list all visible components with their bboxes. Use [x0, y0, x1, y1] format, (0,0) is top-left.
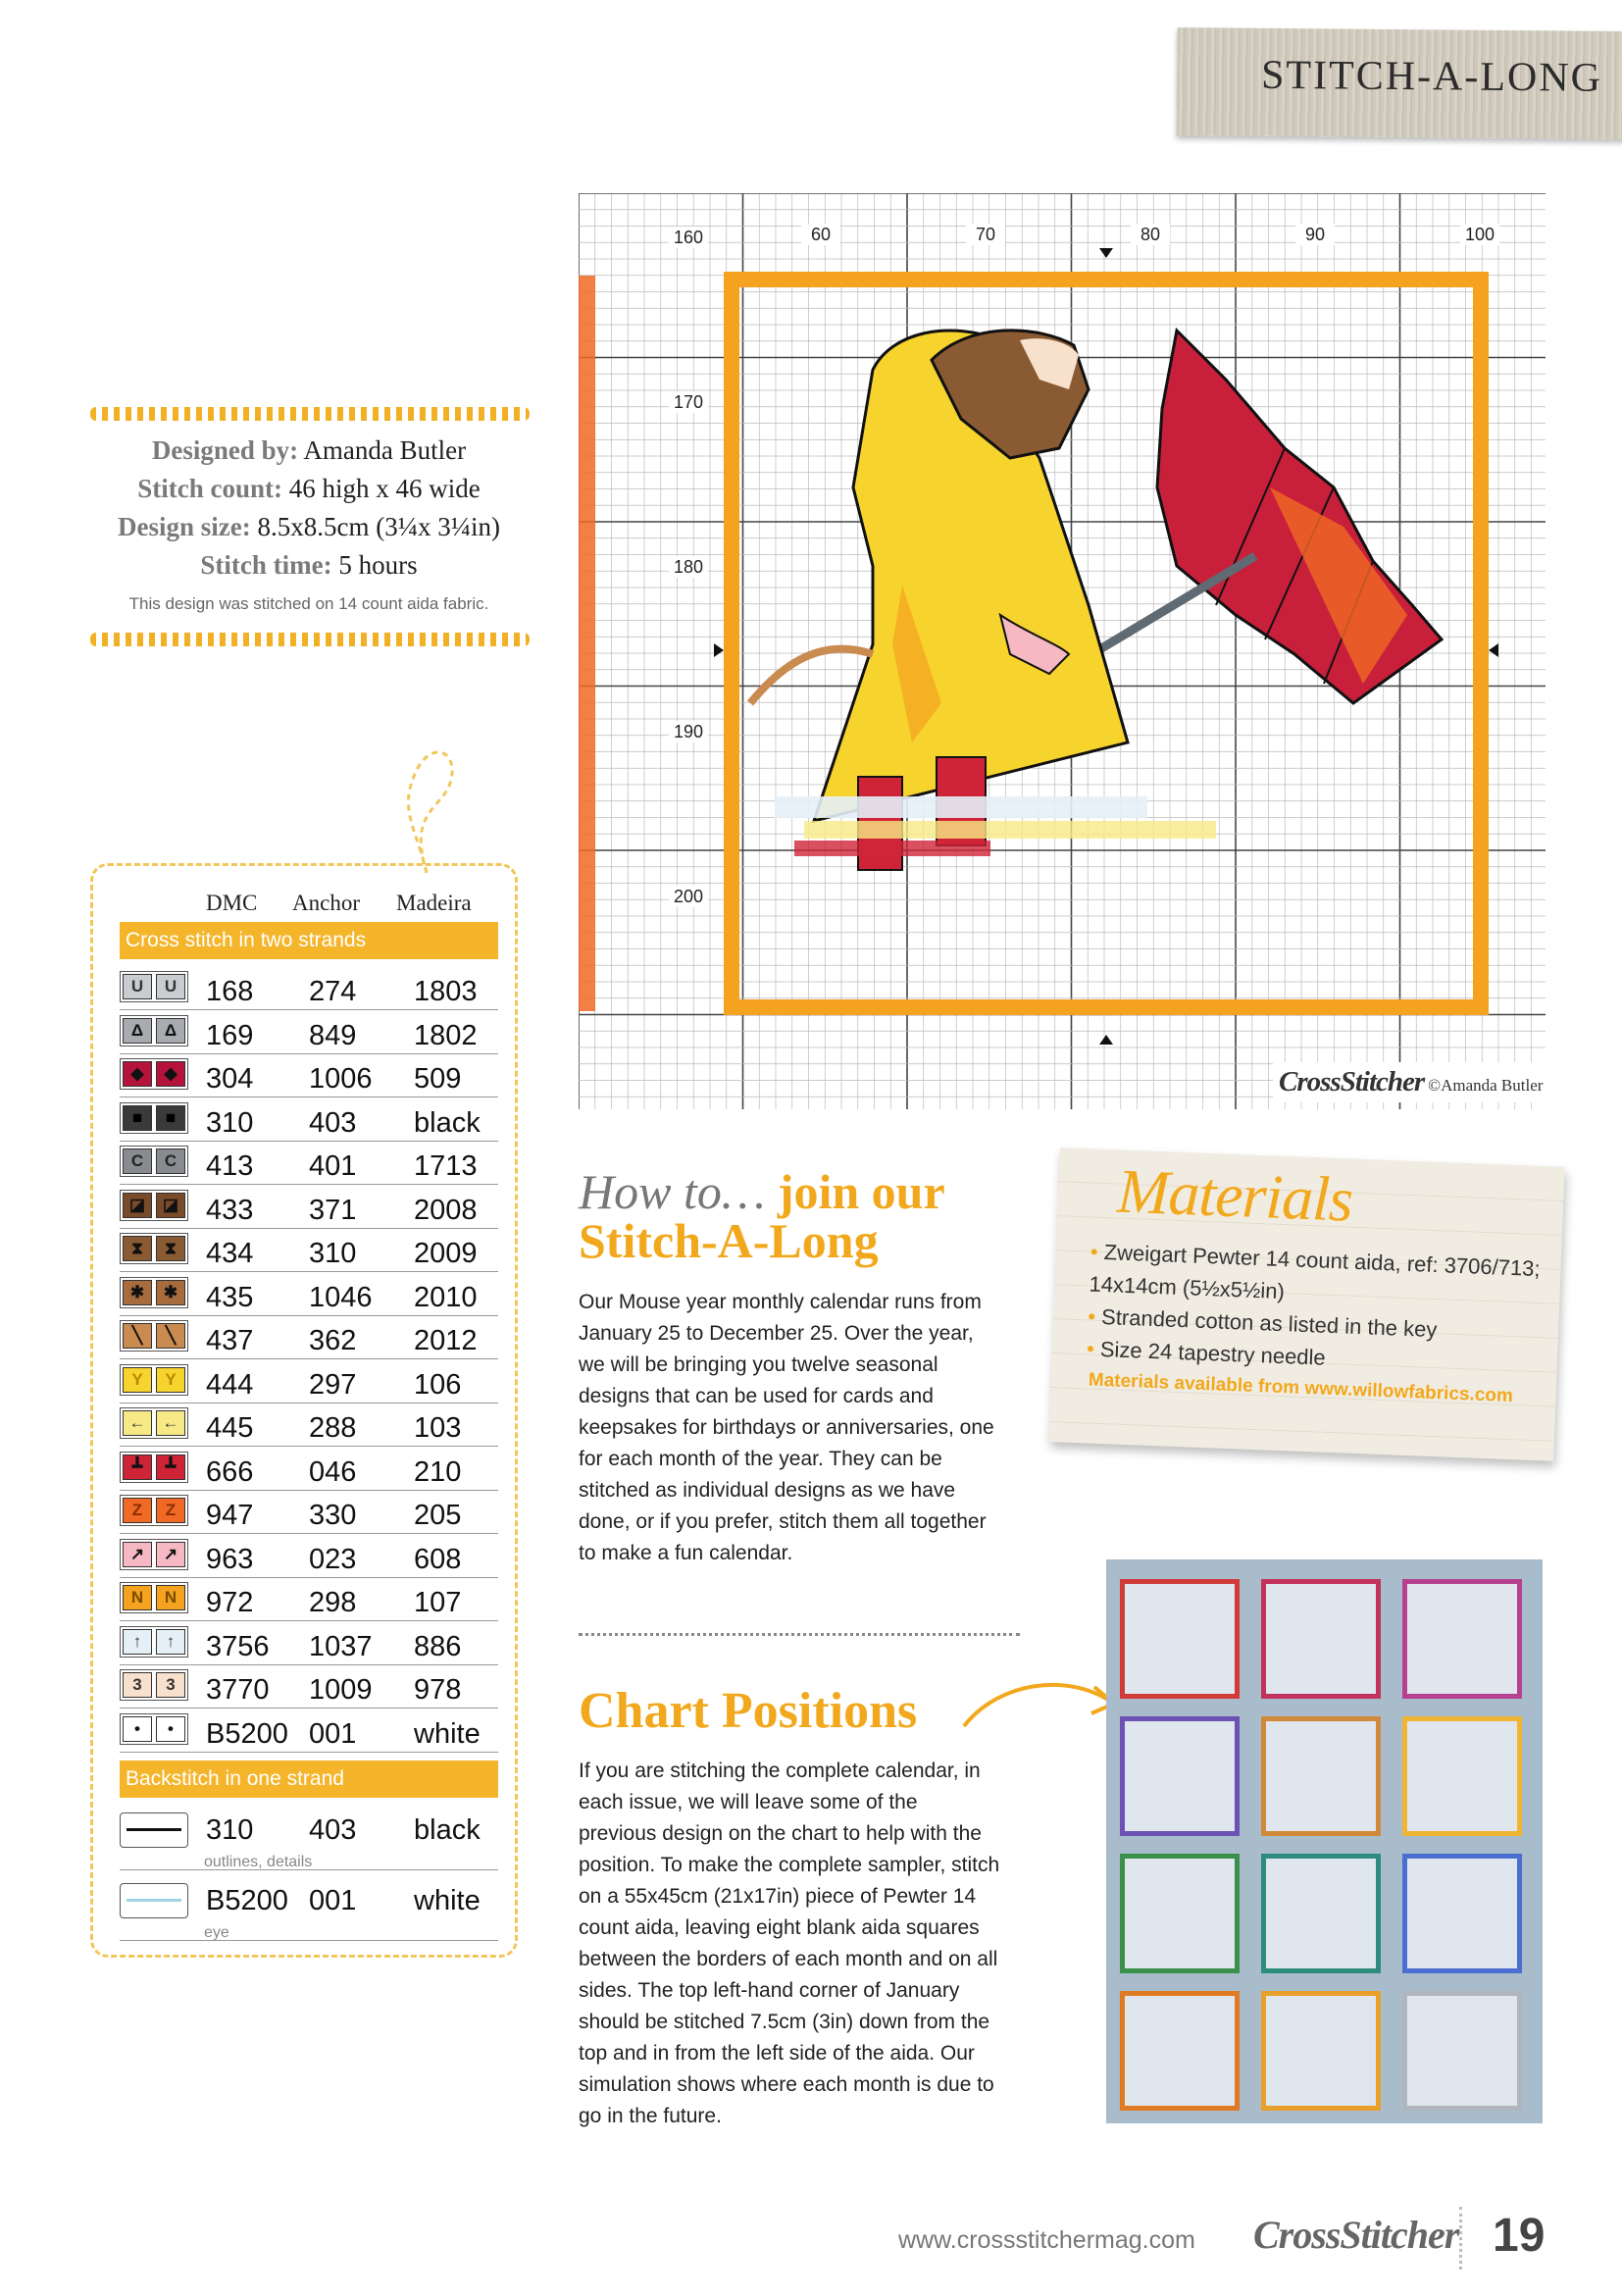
color-swatch	[120, 1277, 188, 1308]
zigzag-divider-top	[90, 407, 530, 421]
key-row	[120, 1097, 498, 1142]
thread-anchor: 288	[309, 1412, 357, 1444]
backstitch-header: Backstitch in one strand	[120, 1760, 498, 1798]
backstitch-row	[120, 1807, 498, 1870]
color-swatch	[120, 1015, 188, 1046]
stitch-symbol: Δ	[156, 1018, 185, 1044]
chart-positions-body: If you are stitching the complete calendar, in each issue, we will leave some of the previous design on the chart to help with the position. To make the complete sampler, stitch on a 55x45cm (21x17in) piece of Pewter 14 count aida, leaving eight blank aida squares between the borders of each month and on all sides. The top left-hand corner of January should be stitched 7.5cm (3in) down from the top and in from the left side of the aida. Our simulation shows where each month is due to go in the future.	[579, 1760, 1000, 2127]
color-swatch	[120, 1058, 188, 1090]
stitch-symbol: ◆	[123, 1061, 152, 1087]
thread-madeira: 210	[414, 1455, 462, 1488]
thread-madeira: 103	[414, 1412, 462, 1444]
chart-positions-heading: Chart Positions	[579, 1683, 918, 1739]
col-label: 70	[975, 225, 996, 244]
thread-dmc: 169	[206, 1019, 254, 1051]
calendar-month-frame	[1120, 1991, 1240, 2111]
thread-anchor: 330	[309, 1500, 357, 1531]
thread-madeira: 2009	[414, 1238, 478, 1269]
thread-madeira: 106	[414, 1368, 462, 1401]
key-row	[120, 1664, 498, 1709]
key-row	[120, 1141, 498, 1185]
howto-body: Our Mouse year monthly calendar runs from January 25 to December 25. Over the year, we will be bringing you twelve seasonal designs that can be used for cards and keepsakes for birthdays or anniversaries, one for each month of the year. They can be stitched as individual designs as we have done, or if you prefer, stitch them all together to make a fun calendar.	[579, 1291, 994, 1564]
row-label: 160	[673, 228, 704, 247]
key-row	[120, 1010, 498, 1054]
puddle-reflection	[804, 821, 1216, 839]
stitch-symbol: ↗	[123, 1542, 152, 1567]
thread-anchor: 371	[309, 1194, 357, 1226]
backstitch-swatch	[120, 1883, 188, 1918]
thread-anchor: 403	[309, 1814, 357, 1846]
thread-madeira: 978	[414, 1674, 462, 1706]
zigzag-divider-bottom	[90, 633, 530, 646]
calendar-month-frame	[1261, 1991, 1381, 2111]
thread-dmc: 310	[206, 1814, 254, 1846]
col-label: 100	[1464, 225, 1495, 244]
chart-credit	[1273, 1062, 1548, 1102]
color-swatch	[120, 1669, 188, 1701]
stitch-symbol: ⧗	[123, 1236, 152, 1261]
key-row	[120, 1185, 498, 1229]
calendar-month-frame	[1402, 1854, 1522, 1973]
design-info	[69, 432, 549, 614]
materials-item: • Stranded cotton as listed in the key	[1088, 1300, 1559, 1350]
backstitch-note: outlines, details	[204, 1854, 313, 1870]
materials-title: Materials	[1115, 1155, 1354, 1235]
key-tag-loop	[397, 731, 466, 878]
page-number: 19	[1493, 2210, 1546, 2262]
color-swatch	[120, 1713, 188, 1745]
thread-anchor: 1037	[309, 1630, 373, 1662]
thread-dmc: 168	[206, 976, 254, 1007]
thread-anchor: 274	[309, 976, 357, 1007]
color-swatch	[120, 1407, 188, 1439]
footer-logo: CrossStitcher	[1253, 2213, 1459, 2257]
thread-madeira: 886	[414, 1630, 462, 1662]
key-row	[120, 966, 498, 1010]
stitch-symbol: ↑	[123, 1629, 152, 1655]
stitch-symbol: 3	[123, 1672, 152, 1698]
thread-dmc: 413	[206, 1150, 254, 1182]
key-row	[120, 1315, 498, 1359]
key-row	[120, 1053, 498, 1097]
cross-stitch-chart	[579, 193, 1546, 1109]
row-label: 200	[673, 887, 704, 906]
section-title: STITCH-A-LONG	[1260, 52, 1603, 101]
thread-anchor: 1046	[309, 1281, 373, 1313]
footer-url: www.crossstitchermag.com	[898, 2226, 1195, 2254]
howto-heading: How to… join our Stitch-A-Long	[579, 1164, 945, 1268]
center-marker	[714, 643, 724, 657]
row-label: 180	[673, 557, 704, 577]
col-label: 80	[1140, 225, 1161, 244]
fabric-note: This design was stitched on 14 count aida fabric.	[128, 594, 489, 613]
thread-dmc: 3770	[206, 1674, 270, 1706]
stitch-symbol: ↑	[156, 1629, 185, 1655]
col-madeira: Madeira	[396, 891, 472, 915]
center-marker	[1099, 1035, 1113, 1045]
calendar-simulation-photo	[1106, 1559, 1543, 2123]
key-row	[120, 1228, 498, 1272]
stitch-symbol: Y	[123, 1367, 152, 1393]
stitch-symbol: N	[156, 1585, 185, 1610]
previous-design-strip	[579, 276, 595, 1011]
col-label: 60	[810, 225, 832, 244]
stitch-symbol: •	[123, 1716, 152, 1742]
stitch-symbol: ┻	[123, 1454, 152, 1480]
stitch-time: Stitch time: 5 hours	[200, 550, 418, 580]
color-swatch	[120, 1320, 188, 1352]
thread-madeira: 205	[414, 1500, 462, 1531]
credit-logo: CrossStitcher	[1279, 1066, 1425, 1097]
stitch-symbol: ←	[156, 1410, 185, 1436]
thread-dmc: 434	[206, 1238, 254, 1269]
stitch-symbol: ◪	[156, 1193, 185, 1218]
row-label: 190	[673, 722, 704, 741]
thread-anchor: 403	[309, 1106, 357, 1139]
thread-madeira: 2008	[414, 1194, 478, 1226]
thread-madeira: 1713	[414, 1150, 478, 1182]
color-swatch	[120, 1364, 188, 1396]
thread-anchor: 1006	[309, 1063, 373, 1095]
stitch-symbol: ┻	[156, 1454, 185, 1480]
thread-dmc: B5200	[206, 1717, 288, 1750]
stitch-symbol: ╲	[123, 1323, 152, 1349]
key-row	[120, 1403, 498, 1447]
stitch-symbol: C	[123, 1148, 152, 1174]
thread-anchor: 362	[309, 1325, 357, 1356]
thread-dmc: 444	[206, 1368, 254, 1401]
materials-item: • Size 24 tapestry needle	[1086, 1332, 1557, 1382]
center-marker	[1099, 248, 1113, 258]
center-marker	[1489, 643, 1498, 657]
thread-anchor: 297	[309, 1368, 357, 1401]
thread-madeira: white	[414, 1885, 481, 1916]
stitch-symbol: •	[156, 1716, 185, 1742]
calendar-month-frame	[1402, 1716, 1522, 1836]
puddle	[775, 796, 1147, 818]
stitch-symbol: Y	[156, 1367, 185, 1393]
key-row	[120, 1534, 498, 1578]
arrow-right-icon	[959, 1667, 1126, 1736]
calendar-month-frame	[1261, 1854, 1381, 1973]
stitch-symbol: ←	[123, 1410, 152, 1436]
materials-source: Materials available from www.willowfabrics.com	[1088, 1369, 1514, 1407]
color-swatch	[120, 1146, 188, 1177]
color-swatch	[120, 1539, 188, 1570]
materials-item: • Zweigart Pewter 14 count aida, ref: 3706/713; 14x14cm (5½x5½in)	[1089, 1236, 1561, 1318]
key-row	[120, 1621, 498, 1665]
col-anchor: Anchor	[292, 891, 360, 915]
footer-divider	[1459, 2207, 1462, 2270]
calendar-month-frame	[1120, 1854, 1240, 1973]
thread-dmc: 445	[206, 1412, 254, 1444]
materials-note	[1048, 1148, 1564, 1461]
stitch-symbol: ↗	[156, 1542, 185, 1567]
thread-anchor: 849	[309, 1019, 357, 1051]
color-swatch	[120, 1495, 188, 1526]
stitch-symbol: Δ	[123, 1018, 152, 1044]
thread-madeira: 1802	[414, 1019, 478, 1051]
thread-dmc: 947	[206, 1500, 254, 1531]
stitch-symbol: ⧗	[156, 1236, 185, 1261]
thread-anchor: 298	[309, 1587, 357, 1618]
stitch-symbol: Z	[123, 1498, 152, 1523]
designed-by: Designed by: Amanda Butler	[151, 435, 467, 465]
thread-anchor: 1009	[309, 1674, 373, 1706]
dotted-divider	[579, 1633, 1020, 1636]
color-swatch	[120, 1190, 188, 1221]
thread-madeira: 2010	[414, 1281, 478, 1313]
thread-dmc: 972	[206, 1587, 254, 1618]
color-swatch	[120, 1102, 188, 1134]
stitch-symbol: 3	[156, 1672, 185, 1698]
stitch-symbol: ◪	[123, 1193, 152, 1218]
thread-anchor: 001	[309, 1717, 357, 1750]
thread-dmc: 666	[206, 1455, 254, 1488]
thread-madeira: 107	[414, 1587, 462, 1618]
stitch-symbol: U	[156, 974, 185, 999]
page-footer	[892, 2207, 1569, 2266]
calendar-month-frame	[1261, 1579, 1381, 1699]
thread-dmc: B5200	[206, 1885, 288, 1916]
stitch-symbol: ✱	[123, 1280, 152, 1305]
stitch-symbol: ■	[156, 1105, 185, 1131]
calendar-month-frame	[1402, 1579, 1522, 1699]
thread-madeira: black	[414, 1106, 481, 1139]
thread-anchor: 046	[309, 1455, 357, 1488]
color-swatch	[120, 1582, 188, 1613]
thread-madeira: black	[414, 1814, 481, 1846]
calendar-month-frame	[1120, 1716, 1240, 1836]
color-swatch	[120, 1626, 188, 1658]
thread-dmc: 433	[206, 1194, 254, 1226]
thread-dmc: 437	[206, 1325, 254, 1356]
design-size: Design size: 8.5x8.5cm (3¼x 3¼in)	[118, 512, 500, 541]
stitch-symbol: Z	[156, 1498, 185, 1523]
stitch-symbol: ■	[123, 1105, 152, 1131]
stitch-symbol: C	[156, 1148, 185, 1174]
calendar-month-frame	[1120, 1579, 1240, 1699]
thread-madeira: 608	[414, 1543, 462, 1575]
backstitch-note: eye	[204, 1924, 229, 1941]
thread-anchor: 401	[309, 1150, 357, 1182]
key-row	[120, 1709, 498, 1753]
thread-dmc: 963	[206, 1543, 254, 1575]
key-row	[120, 1447, 498, 1491]
col-dmc: DMC	[206, 891, 258, 915]
thread-anchor: 023	[309, 1543, 357, 1575]
backstitch-swatch	[120, 1812, 188, 1848]
stitch-symbol: U	[123, 974, 152, 999]
key-row	[120, 1272, 498, 1316]
credit-author: ©Amanda Butler	[1428, 1076, 1544, 1095]
calendar-month-frame	[1261, 1716, 1381, 1836]
puddle-boot-reflection	[794, 841, 990, 856]
color-swatch	[120, 971, 188, 1002]
calendar-month-frame	[1402, 1991, 1522, 2111]
thread-dmc: 304	[206, 1063, 254, 1095]
color-swatch	[120, 1452, 188, 1483]
key-row	[120, 1359, 498, 1403]
section-ribbon	[1177, 27, 1622, 139]
thread-madeira: white	[414, 1717, 481, 1750]
thread-dmc: 3756	[206, 1630, 270, 1662]
stitch-symbol: N	[123, 1585, 152, 1610]
stitch-count: Stitch count: 46 high x 46 wide	[137, 474, 481, 503]
thread-dmc: 435	[206, 1281, 254, 1313]
row-label: 170	[673, 392, 704, 412]
col-label: 90	[1304, 225, 1326, 244]
key-row	[120, 1490, 498, 1534]
thread-madeira: 1803	[414, 976, 478, 1007]
thread-anchor: 001	[309, 1885, 357, 1916]
stitch-symbol: ✱	[156, 1280, 185, 1305]
color-swatch	[120, 1233, 188, 1264]
thread-dmc: 310	[206, 1106, 254, 1139]
thread-anchor: 310	[309, 1238, 357, 1269]
thread-madeira: 2012	[414, 1325, 478, 1356]
backstitch-row	[120, 1877, 498, 1941]
stitch-symbol: ╲	[156, 1323, 185, 1349]
stitch-symbol: ◆	[156, 1061, 185, 1087]
thread-madeira: 509	[414, 1063, 462, 1095]
cross-stitch-header: Cross stitch in two strands	[120, 922, 498, 959]
materials-list	[1086, 1236, 1561, 1383]
key-row	[120, 1577, 498, 1621]
